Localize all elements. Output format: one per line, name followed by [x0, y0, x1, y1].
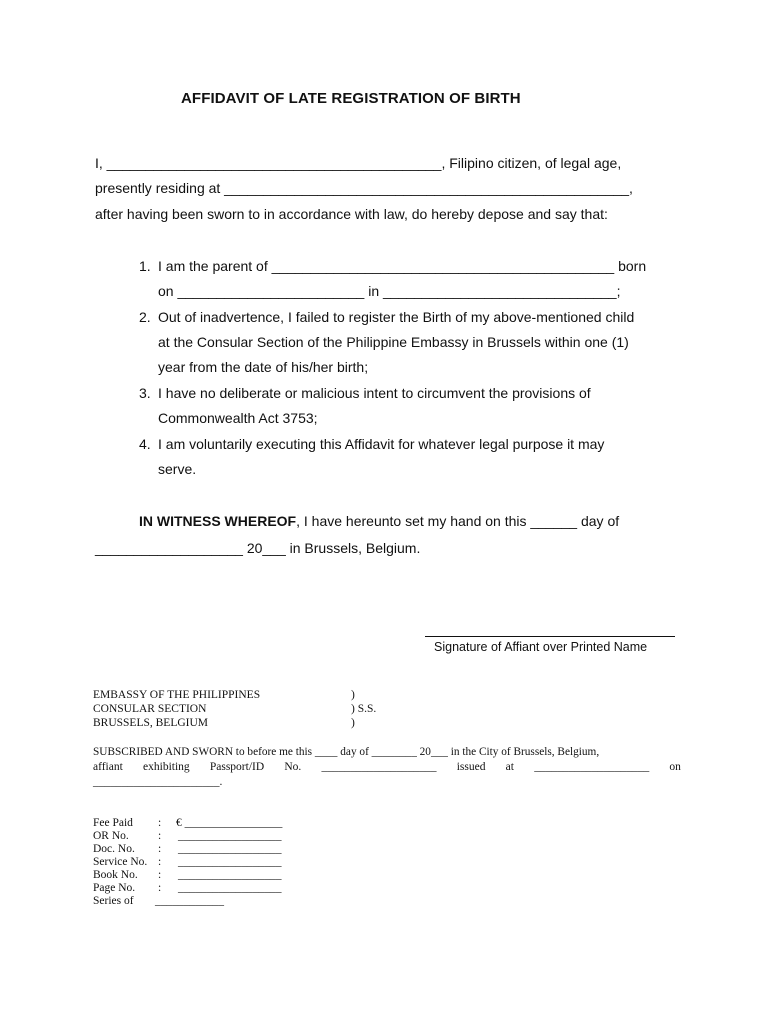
witness-line-1 [139, 513, 619, 529]
fee-label: Book No. [93, 869, 138, 881]
venue-line-1: EMBASSY OF THE PHILIPPINES [93, 689, 261, 701]
venue-line-2: CONSULAR SECTION [93, 703, 207, 715]
item-3-line-2: Commonwealth Act 3753; [158, 410, 318, 426]
item-number: 1. [139, 258, 151, 274]
witness-text: , I have hereunto set my hand on this ______ day of [296, 513, 620, 529]
fee-colon: : [158, 843, 162, 855]
passport-number-blank: ____________________ [321, 761, 437, 773]
venue-line-3: BRUSSELS, BELGIUM [93, 717, 209, 729]
fee-colon: : [158, 882, 162, 894]
series-value: ____________ [155, 895, 224, 907]
intro-line-1: I, ___________________________________________, Filipino citizen, of legal age, [95, 155, 622, 171]
fee-value: __________________ [178, 856, 282, 868]
venue-mark-2: ) S.S. [351, 703, 377, 715]
item-2-line-2: at the Consular Section of the Philippine Embassy in Brussels within one (1) [158, 334, 629, 350]
jurat-word: on [669, 761, 681, 773]
item-3-line-1: I have no deliberate or malicious intent to circumvent the provisions of [158, 385, 591, 401]
item-2-line-3: year from the date of his/her birth; [158, 359, 369, 375]
document-title: AFFIDAVIT OF LATE REGISTRATION OF BIRTH [181, 90, 521, 107]
signature-line [425, 636, 675, 637]
jurat-word: affiant [93, 761, 123, 773]
jurat-word: at [505, 761, 514, 773]
item-number: 4. [139, 436, 151, 452]
jurat-line-3: ______________________. [93, 776, 223, 788]
item-1-line-1: I am the parent of ____________________________________________ born [158, 258, 647, 274]
jurat-word: issued [456, 761, 486, 773]
witness-line-2: ___________________ 20___ in Brussels, Belgium. [95, 540, 421, 556]
item-4-line-2: serve. [158, 461, 197, 477]
fee-label: Service No. [93, 856, 148, 868]
witness-heading: IN WITNESS WHEREOF [139, 513, 297, 529]
fee-value: __________________ [178, 869, 282, 881]
jurat-line-2 [93, 761, 681, 773]
jurat-word: No. [284, 761, 302, 773]
item-number: 3. [139, 385, 151, 401]
item-4-line-1: I am voluntarily executing this Affidavit for whatever legal purpose it may [158, 436, 605, 452]
jurat-line-1: SUBSCRIBED AND SWORN to before me this ____ day of ________ 20___ in the City of Brussels, Belgium, [93, 746, 600, 758]
item-number: 2. [139, 309, 151, 325]
fee-value: __________________ [178, 830, 282, 842]
item-1-line-2: on ________________________ in ______________________________; [158, 283, 621, 299]
fee-colon: : [158, 817, 162, 829]
fee-label: Fee Paid [93, 817, 133, 829]
fee-value: __________________ [178, 843, 282, 855]
jurat-word: exhibiting [143, 761, 190, 773]
series-label: Series of [93, 895, 134, 907]
fee-label: Page No. [93, 882, 136, 894]
signature-label: Signature of Affiant over Printed Name [434, 640, 648, 654]
venue-mark-3: ) [351, 717, 355, 729]
issued-at-blank: ____________________ [534, 761, 650, 773]
item-2-line-1: Out of inadvertence, I failed to register the Birth of my above-mentioned child [158, 309, 635, 325]
fee-value: __________________ [178, 882, 282, 894]
fee-value: € _________________ [176, 817, 283, 829]
intro-line-3: after having been sworn to in accordance with law, do hereby depose and say that: [95, 206, 608, 222]
fee-label: OR No. [93, 830, 129, 842]
fee-label: Doc. No. [93, 843, 135, 855]
venue-mark-1: ) [351, 689, 355, 701]
jurat-word: Passport/ID [209, 761, 265, 773]
fee-colon: : [158, 830, 162, 842]
intro-line-2: presently residing at ____________________________________________________, [95, 180, 633, 196]
fee-colon: : [158, 869, 162, 881]
fee-colon: : [158, 856, 162, 868]
